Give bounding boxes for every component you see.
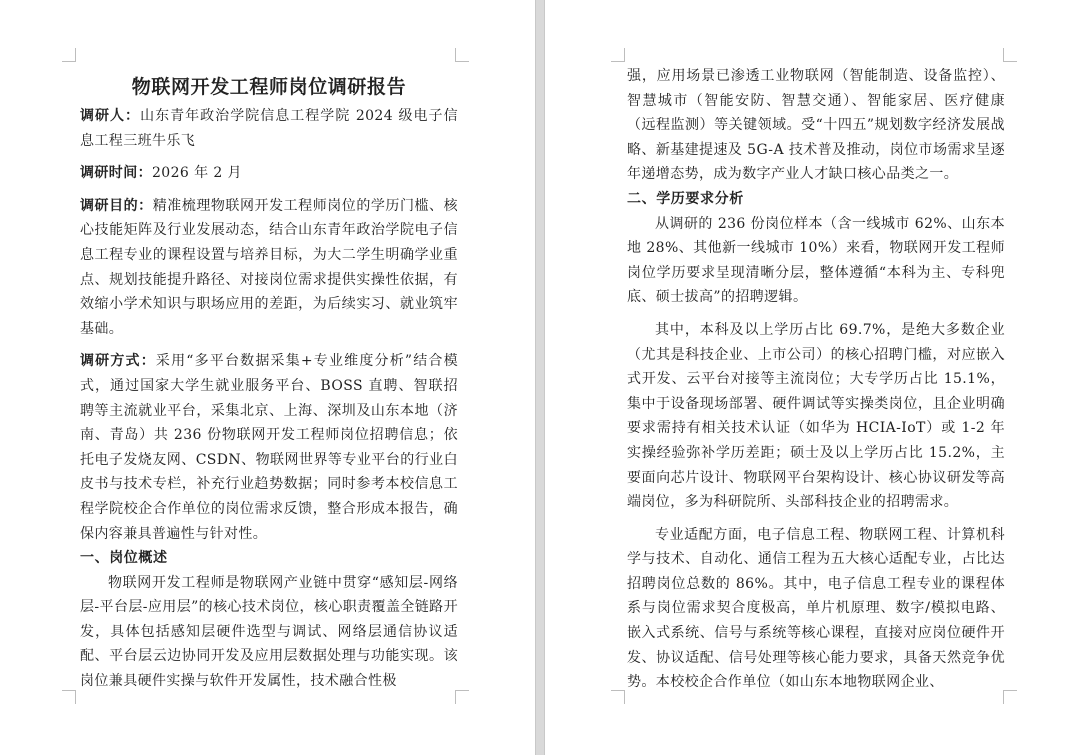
method-value: 采用“多平台数据采集+专业维度分析”结合模式，通过国家大学生就业服务平台、BOSS 直聘、智联招聘等主流就业平台，采集北京、上海、深圳及山东本地（济南、青岛）共 236 份物联网开发工程师岗位招聘信息；依托电子发烧友网、CSDN、物联网世界等专业平台的行业白皮书与技术专栏，补充行业趋势数据；同时参考本校信息工程学院校企合作单位的岗位需求反馈，整合形成本报告，确保内容兼具普遍性与针对性。 xyxy=(80,353,459,542)
researcher-value: 山东青年政治学院信息工程学院 2024 级电子信息工程三班牛乐飞 xyxy=(80,108,458,149)
crop-mark xyxy=(1003,690,1017,704)
method-label: 调研方式： xyxy=(80,353,156,370)
section2-paragraph-1: 从调研的 236 份岗位样本（含一线城市 62%、山东本地 28%、其他新一线城市 10%）来看，物联网开发工程师岗位学历要求呈现清晰分层，整体遵循“本科为主、专科兜底、硕士拔高”的招聘逻辑。 xyxy=(627,215,1005,306)
section2-heading: 二、学历要求分析 xyxy=(627,190,744,207)
researcher-label: 调研人： xyxy=(80,108,141,124)
document-page-left xyxy=(0,0,535,755)
crop-mark xyxy=(1003,48,1017,62)
section1-heading: 一、岗位概述 xyxy=(80,550,168,567)
document-page-right xyxy=(545,0,1080,755)
crop-mark xyxy=(62,690,76,704)
crop-mark xyxy=(455,48,469,62)
crop-mark xyxy=(611,690,625,704)
page-text-left[interactable] xyxy=(80,72,458,694)
crop-mark xyxy=(62,48,76,62)
purpose-label: 调研目的： xyxy=(80,197,153,214)
page-gutter xyxy=(535,0,545,755)
section1-paragraph: 物联网开发工程师是物联网产业链中贯穿“感知层-网络层-平台层-应用层”的核心技术岗位，核心职责覆盖全链路开发，具体包括感知层硬件选型与调试、网络层通信协议适配、平台层云边协同开发及应用层数据处理与功能实现。该岗位兼具硬件实操与软件开发属性，技术融合性极 xyxy=(80,574,458,690)
time-line xyxy=(80,161,458,186)
section2-paragraph-2: 其中，本科及以上学历占比 69.7%，是绝大多数企业（尤其是科技企业、上市公司）的核心招聘门槛，对应嵌入式开发、云平台对接等主流岗位；大专学历占比 15.1%，集中于设备现场部署、硬件调试等实操类岗位，且企业明确要求需持有相关技术认证（如华为 HCIA-IoT）或 1-2 年实操经验弥补学历差距；硕士及以上学历占比 15.2%，主要面向芯片设计、物联网平台架构设计、核心协议研发等高端岗位，多为科研院所、头部科技企业的招聘需求。 xyxy=(627,321,1005,511)
time-label: 调研时间： xyxy=(80,165,152,182)
section1-continuation: 强，应用场景已渗透工业物联网（智能制造、设备监控）、智慧城市（智能安防、智慧交通）、智能家居、医疗健康（远程监测）等关键领域。受“十四五”规划数字经济发展战略、新基建提速及 5G-A 技术普及推动，岗位市场需求呈逐年递增态势，成为数字产业人才缺口核心品类之一。 xyxy=(627,68,1005,183)
section2-paragraph-3: 专业适配方面，电子信息工程、物联网工程、计算机科学与技术、自动化、通信工程为五大核心适配专业，占比达招聘岗位总数的 86%。其中，电子信息工程专业的课程体系与岗位需求契合度极高，单片机原理、数字/模拟电路、嵌入式系统、信号与系统等核心课程，直接对应岗位硬件开发、协议适配、信号处理等核心能力要求，具备天然竞争优势。本校校企合作单位（如山东本地物联网企业、 xyxy=(627,526,1005,691)
purpose-value: 精准梳理物联网开发工程师岗位的学历门槛、核心技能矩阵及行业发展动态，结合山东青年政治学院电子信息工程专业的课程设置与培养目标，为大二学生明确学业重点、规划技能提升路径、对接岗位需求提供实操性依据，有效缩小学术知识与职场应用的差距，为后续实习、就业筑牢基础。 xyxy=(80,197,458,337)
method-line xyxy=(80,349,458,546)
report-title: 物联网开发工程师岗位调研报告 xyxy=(131,76,407,98)
crop-mark xyxy=(611,48,625,62)
purpose-line xyxy=(80,194,458,342)
page-text-right[interactable] xyxy=(627,64,1005,695)
time-value: 2026 年 2 月 xyxy=(152,165,242,182)
researcher-line xyxy=(80,104,458,153)
